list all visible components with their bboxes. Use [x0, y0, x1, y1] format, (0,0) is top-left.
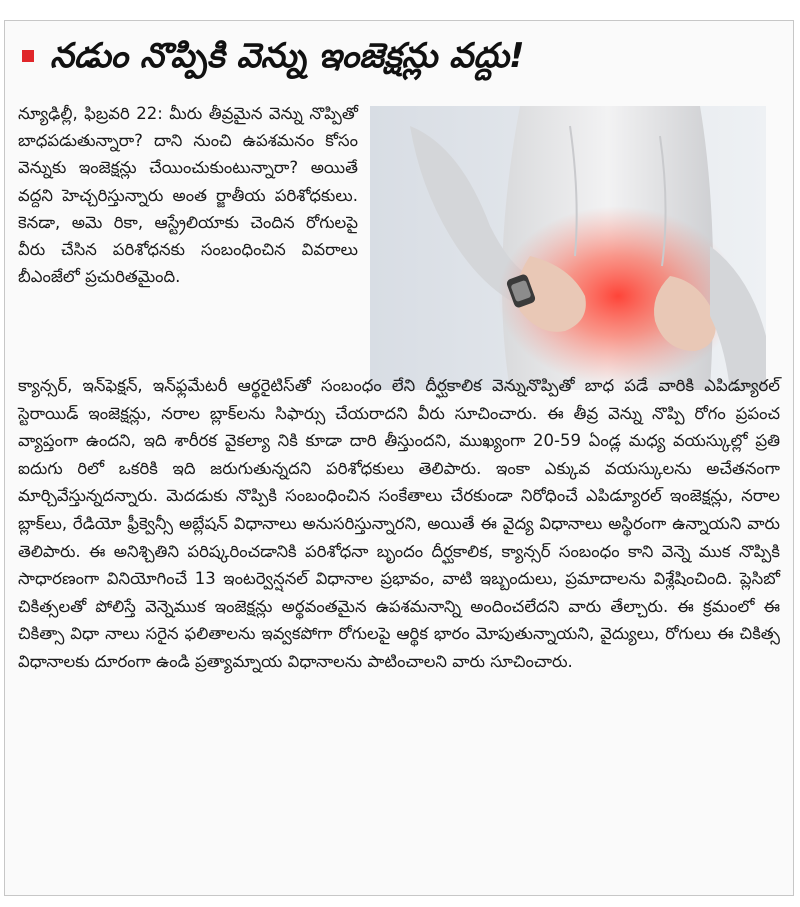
article-headline: నడుం నొప్పికి వెన్ను ఇంజెక్షన్లు వద్దు! — [50, 36, 525, 76]
article-body — [18, 372, 780, 676]
back-pain-illustration — [370, 106, 766, 390]
red-bullet-icon — [22, 50, 34, 62]
article-intro — [18, 100, 358, 290]
intro-paragraph: న్యూఢిల్లీ, ఫిబ్రవరి 22: మీరు తీవ్రమైన వెన్ను నొప్పితో బాధపడుతున్నారా? దాని నుంచి ఉపశమనం కోసం వెన్నుకు ఇంజెక్షన్లు చేయించుకుంటున్నారా? అయితే వద్దని హెచ్చరిస్తున్నారు అంత ర్జాతీయ పరిశోధకులు. కెనడా, అమె రికా, ఆస్ట్రేలియాకు చెందిన రోగులపై వీరు చేసిన పరిశోధనకు సంబంధించిన వివరాలు బీఎంజేలో ప్రచురితమైంది. — [18, 104, 358, 287]
headline-row — [22, 36, 790, 76]
body-paragraph: క్యాన్సర్, ఇన్‌ఫెక్షన్, ఇన్‌ఫ్లమేటరీ ఆర్థరైటిస్‌తో సంబంధం లేని దీర్ఘకాలిక వెన్నునొప్పితో బాధ పడే వారికి ఎపిడ్యూరల్ స్టెరాయిడ్ ఇంజెక్షన్లు, నరాల బ్లాక్‌లను సిఫార్సు చేయరాదని వీరు సూచించారు. ఈ తీవ్ర వెన్ను నొప్పి రోగం ప్రపంచ వ్యాప్తంగా ఉందని, ఇది శారీరక వైకల్యా నికి కూడా దారి తీస్తుందని, ముఖ్యంగా 20-59 ఏండ్ల మధ్య వయస్కుల్లో ప్రతి ఐదుగు రిలో ఒకరికి ఇది జరుగుతున్నదని పరిశోధకులు తెలిపారు. ఇంకా ఎక్కువ వయస్కులను అచేతనంగా మార్చివేస్తున్నదన్నారు. మెదడుకు నొప్పికి సంబంధించిన సంకేతాలు చేరకుండా నిరోధించే ఎపిడ్యూరల్ ఇంజెక్షన్లు, నరాల బ్లాక్‌లు, రేడియో ఫ్రీక్వెన్సీ అబ్లేషన్ విధానాలు అనుసరిస్తున్నారని, అయితే ఈ వైద్య విధానాలు అస్థిరంగా ఉన్నాయని వారు తెలిపారు. ఈ అనిశ్చితిని పరిష్కరించడానికి పరిశోధనా బృందం దీర్ఘకాలిక, క్యాన్సర్ సంబంధం కాని వెన్నె ముక నొప్పికి సాధారణంగా వినియోగించే 13 ఇంటర్వెన్షనల్ విధానాల ప్రభావం, వాటి ఇబ్బందులు, ప్రమాదాలను విశ్లేషించింది. ప్లెసిబో చికిత్సలతో పోలిస్తే వెన్నెముక ఇంజెక్షన్లు అర్థవంతమైన ఉపశమనాన్ని అందించలేదని వారు తేల్చారు. ఈ క్రమంలో ఈ చికిత్సా విధా నాలు సరైన ఫలితాలను ఇవ్వకపోగా రోగులపై ఆర్థిక భారం మోపుతున్నాయని, వైద్యులు, రోగులు ఈ చికిత్స విధానాలకు దూరంగా ఉండి ప్రత్యామ్నాయ విధానాలను పాటించాలని వారు సూచించారు. — [18, 376, 780, 671]
back-pain-photo — [370, 106, 766, 390]
